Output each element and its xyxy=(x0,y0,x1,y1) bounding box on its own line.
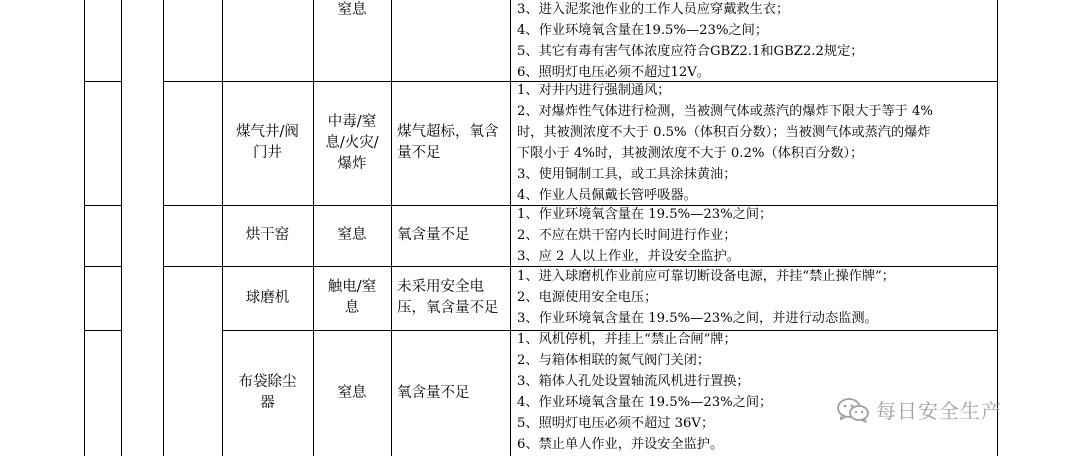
place-text-line: 门井 xyxy=(252,145,282,161)
requirement-line: 下限小于 4%时，其被测浓度不大于 0.2%（体积百分数）； xyxy=(517,146,864,161)
table-border-left xyxy=(84,0,85,456)
requirement-line: 3、箱体人孔处设置轴流风机进行置换； xyxy=(517,374,750,389)
requirement-line: 4、作业环境氧含量在19.5%—23%之间； xyxy=(517,23,769,38)
place-text-line: 煤气井/阀 xyxy=(236,124,299,140)
place-cell xyxy=(222,81,313,205)
place-text: 球磨机 xyxy=(245,289,290,306)
risk-type-text: 窒息 xyxy=(337,1,367,18)
risk-type-text: 窒息 xyxy=(337,384,367,401)
cause-text: 氧含量不足 xyxy=(397,384,470,401)
risk-type-cell xyxy=(313,81,391,205)
risk-type-cell xyxy=(313,205,391,266)
risk-type-line: 触电/窒 xyxy=(327,279,377,295)
cause-line: 煤气超标，氧含 xyxy=(397,124,499,140)
place-cell xyxy=(222,205,313,266)
requirement-line: 6、照明灯电压必须不超过12V。 xyxy=(517,65,710,80)
requirement-line: 2、电源使用安全电压； xyxy=(517,290,658,305)
row-divider xyxy=(84,81,122,82)
requirements-cell xyxy=(517,0,864,83)
requirement-line: 3、应 2 人以上作业，并设安全监护。 xyxy=(517,249,740,264)
requirement-line: 3、进入泥浆池作业的工作人员应穿戴救生衣； xyxy=(517,2,790,17)
requirement-line: 6、禁止单人作业，并设安全监护。 xyxy=(517,437,724,452)
risk-type-line: 爆炸 xyxy=(337,155,367,172)
row-divider xyxy=(84,205,122,206)
risk-type-text: 窒息 xyxy=(337,227,367,243)
requirement-line: 2、对爆炸性气体进行检测，当被测气体或蒸汽的爆炸下限大于等于 4% xyxy=(517,104,933,119)
cause-line: 未采用安全电 xyxy=(397,279,484,295)
risk-type-line: 息 xyxy=(344,300,360,316)
wechat-icon xyxy=(836,397,870,423)
risk-type-line: 中毒/窒 xyxy=(327,113,377,130)
table-border-right xyxy=(997,0,998,456)
requirement-line: 5、照明灯电压必须不超过 36V； xyxy=(517,416,715,431)
cause-cell xyxy=(391,330,510,456)
row-divider xyxy=(84,266,122,267)
requirement-line: 2、与箱体相联的氮气阀门关闭； xyxy=(517,353,711,368)
place-text: 烘干窑 xyxy=(245,227,290,243)
requirement-line: 3、作业环境氧含量在 19.5%—23%之间，并进行动态监测。 xyxy=(517,311,878,326)
risk-type-cell xyxy=(313,266,391,330)
requirement-line: 时，其被测浓度不大于 0.5%（体积百分数）；当被测气体或蒸汽的爆炸 xyxy=(517,125,931,140)
requirement-line: 4、作业人员佩戴长管呼吸器。 xyxy=(517,188,697,203)
requirements-cell xyxy=(517,329,772,455)
cause-cell xyxy=(391,205,510,266)
place-text-line: 布袋除尘 xyxy=(238,374,297,390)
place-text-line: 器 xyxy=(260,395,275,411)
requirement-line: 4、作业环境氧含量在 19.5%—23%之间； xyxy=(517,395,773,410)
cause-cell xyxy=(391,266,510,330)
requirements-cell xyxy=(517,80,933,206)
risk-type-cell xyxy=(313,330,391,456)
requirement-line: 1、对井内进行强制通风； xyxy=(517,83,671,98)
cause-line: 压，氧含量不足 xyxy=(397,300,499,316)
table-col-divider xyxy=(510,0,511,456)
table-col-divider xyxy=(163,0,164,456)
requirement-line: 1、作业环境氧含量在 19.5%—23%之间； xyxy=(517,207,773,222)
risk-type-cell xyxy=(313,0,391,20)
requirements-cell xyxy=(517,204,772,267)
row-divider xyxy=(84,330,122,331)
requirement-line: 1、风机停机，并挂上“禁止合闸”牌； xyxy=(517,332,737,347)
watermark-text: 每日安全生产 xyxy=(876,399,1002,423)
requirement-line: 3、使用铜制工具，或工具涂抹黄油； xyxy=(517,167,737,182)
table-col-divider xyxy=(121,0,122,456)
requirement-line: 5、其它有毒有害气体浓度应符合GBZ2.1和GBZ2.2规定； xyxy=(517,44,864,59)
cause-cell xyxy=(391,81,510,205)
cause-text: 氧含量不足 xyxy=(397,227,470,243)
place-cell xyxy=(222,330,313,456)
risk-type-line: 息/火灾/ xyxy=(325,134,379,151)
requirements-cell xyxy=(517,266,895,329)
watermark xyxy=(836,395,1002,424)
requirement-line: 2、不应在烘干窑内长时间进行作业； xyxy=(517,228,737,243)
place-cell xyxy=(222,266,313,330)
requirement-line: 1、进入球磨机作业前应可靠切断设备电源，并挂“禁止操作牌”； xyxy=(517,269,895,284)
cause-line: 量不足 xyxy=(397,145,441,161)
